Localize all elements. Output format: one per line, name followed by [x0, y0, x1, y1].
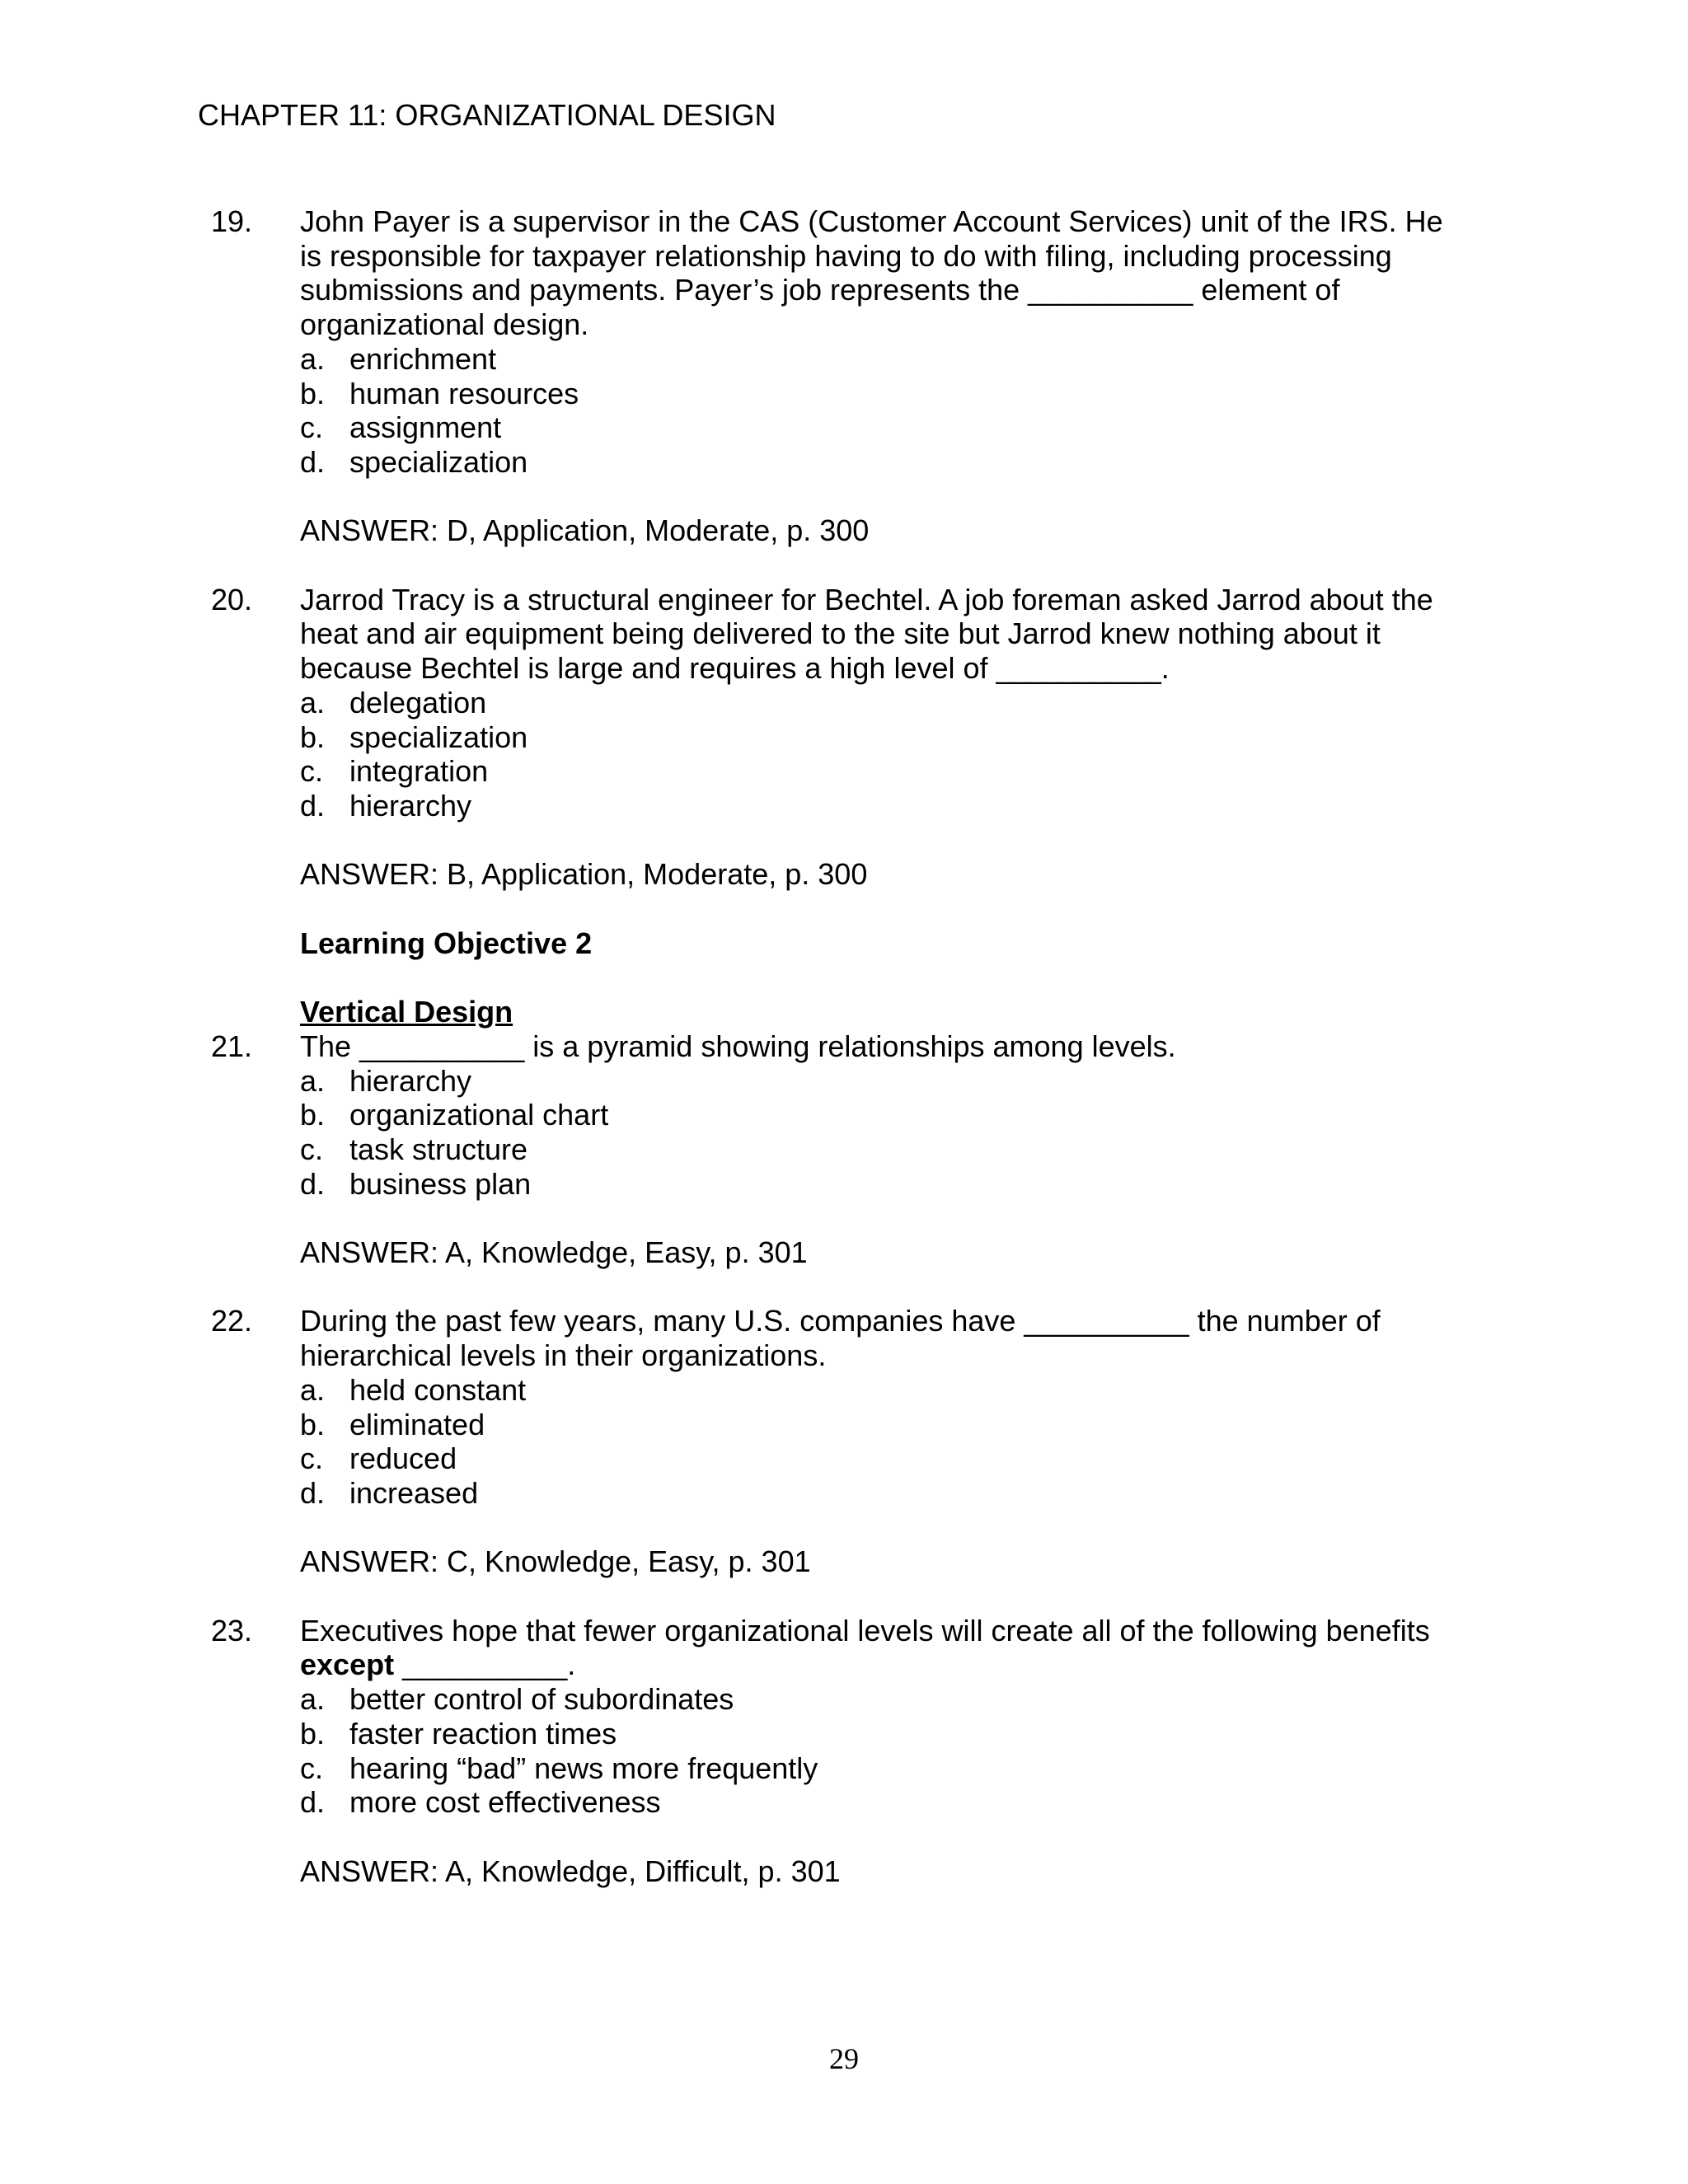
option-letter: c. [300, 754, 324, 789]
question-23 [0, 1614, 1688, 1889]
answer-line: ANSWER: B, Application, Moderate, p. 300 [300, 857, 868, 892]
option-d [300, 1476, 1688, 1511]
emphasis-word: except [300, 1647, 395, 1682]
answer-line: ANSWER: A, Knowledge, Difficult, p. 301 [300, 1854, 841, 1888]
stem-line: John Payer is a supervisor in the CAS (Customer Account Services) unit of the IRS. He [300, 204, 1443, 238]
question-number: 23. [211, 1613, 253, 1647]
page-number: 29 [829, 2042, 859, 2075]
option-letter: d. [300, 1475, 326, 1510]
option-letter: b. [300, 376, 326, 410]
option-a [300, 686, 1688, 720]
option-letter: c. [300, 410, 324, 445]
answer-line: ANSWER: A, Knowledge, Easy, p. 301 [300, 1235, 808, 1269]
option-text: faster reaction times [349, 1716, 617, 1750]
option-text: more cost effectiveness [349, 1785, 661, 1820]
question-19 [0, 204, 1688, 548]
option-text: enrichment [349, 341, 497, 376]
option-letter: d. [300, 1785, 326, 1820]
question-number: 22. [211, 1304, 253, 1338]
stem-line: is responsible for taxpayer relationship having to do with filing, including processing [300, 238, 1392, 273]
stem-line: because Bechtel is large and requires a high level of __________. [300, 651, 1170, 686]
option-b [300, 1717, 1688, 1751]
option-letter: b. [300, 1716, 326, 1750]
option-text: integration [349, 754, 489, 789]
option-b [300, 377, 1688, 411]
option-letter: a. [300, 341, 326, 376]
option-text: increased [349, 1475, 479, 1510]
option-text: held constant [349, 1372, 527, 1407]
stem-line: The __________ is a pyramid showing relationships among levels. [300, 1029, 1176, 1063]
option-text: organizational chart [349, 1098, 609, 1132]
stem-line: Executives hope that fewer organizational levels will create all of the following benefits [300, 1613, 1430, 1647]
option-a [300, 342, 1688, 377]
option-letter: a. [300, 1682, 326, 1717]
option-letter: d. [300, 444, 326, 479]
question-number: 19. [211, 204, 253, 238]
option-text: better control of subordinates [349, 1682, 734, 1717]
question-stem [300, 1029, 1503, 1064]
option-a [300, 1064, 1688, 1099]
option-d [300, 1167, 1688, 1202]
option-text: eliminated [349, 1407, 485, 1441]
option-letter: a. [300, 685, 326, 719]
question-stem [300, 1304, 1503, 1372]
stem-line [300, 1647, 1503, 1682]
option-a [300, 1373, 1688, 1408]
question-list [0, 204, 1688, 1888]
option-letter: b. [300, 1407, 326, 1441]
option-letter: c. [300, 1750, 324, 1785]
option-text: task structure [349, 1132, 528, 1166]
answer-line: ANSWER: C, Knowledge, Easy, p. 301 [300, 1544, 811, 1579]
option-text: human resources [349, 376, 579, 410]
section-heading: Vertical Design [300, 995, 513, 1029]
option-text: hierarchy [349, 1063, 472, 1098]
answer-line: ANSWER: D, Application, Moderate, p. 300 [300, 513, 870, 548]
stem-line: heat and air equipment being delivered to the site but Jarrod knew nothing about it [300, 616, 1381, 651]
option-a [300, 1682, 1688, 1717]
option-text: delegation [349, 685, 487, 719]
option-text: business plan [349, 1166, 532, 1201]
stem-line: organizational design. [300, 307, 589, 342]
option-c [300, 410, 1688, 445]
option-letter: c. [300, 1132, 324, 1166]
learning-objective-heading: Learning Objective 2 [300, 926, 593, 960]
option-letter: a. [300, 1063, 326, 1098]
question-number: 21. [211, 1029, 253, 1063]
stem-line: During the past few years, many U.S. companies have __________ the number of [300, 1304, 1381, 1338]
option-text: specialization [349, 444, 528, 479]
question-number: 20. [211, 582, 253, 616]
option-text: hearing “bad” news more frequently [349, 1750, 818, 1785]
option-c [300, 1132, 1688, 1167]
option-b [300, 1408, 1688, 1442]
option-b [300, 720, 1688, 755]
option-letter: a. [300, 1372, 326, 1407]
stem-blank: __________. [394, 1647, 576, 1682]
option-letter: d. [300, 788, 326, 823]
option-text: assignment [349, 410, 502, 445]
option-letter: d. [300, 1166, 326, 1201]
stem-line: submissions and payments. Payer’s job represents the __________ element of [300, 273, 1340, 307]
option-c [300, 1441, 1688, 1476]
chapter-title: CHAPTER 11: ORGANIZATIONAL DESIGN [198, 98, 776, 132]
stem-line: Jarrod Tracy is a structural engineer for Bechtel. A job foreman asked Jarrod about the [300, 582, 1433, 616]
option-text: hierarchy [349, 788, 472, 823]
question-22 [0, 1304, 1688, 1579]
option-letter: c. [300, 1441, 324, 1476]
option-letter: b. [300, 719, 326, 754]
question-stem [300, 583, 1503, 686]
stem-line: hierarchical levels in their organizations. [300, 1338, 827, 1373]
option-letter: b. [300, 1098, 326, 1132]
question-20 [0, 583, 1688, 892]
option-d [300, 445, 1688, 480]
option-b [300, 1098, 1688, 1132]
question-21 [0, 1029, 1688, 1270]
question-stem [300, 1614, 1503, 1682]
option-c [300, 1751, 1688, 1786]
option-d [300, 789, 1688, 823]
option-text: reduced [349, 1441, 457, 1476]
option-text: specialization [349, 719, 528, 754]
question-stem [300, 204, 1503, 342]
option-c [300, 754, 1688, 789]
option-d [300, 1785, 1688, 1820]
